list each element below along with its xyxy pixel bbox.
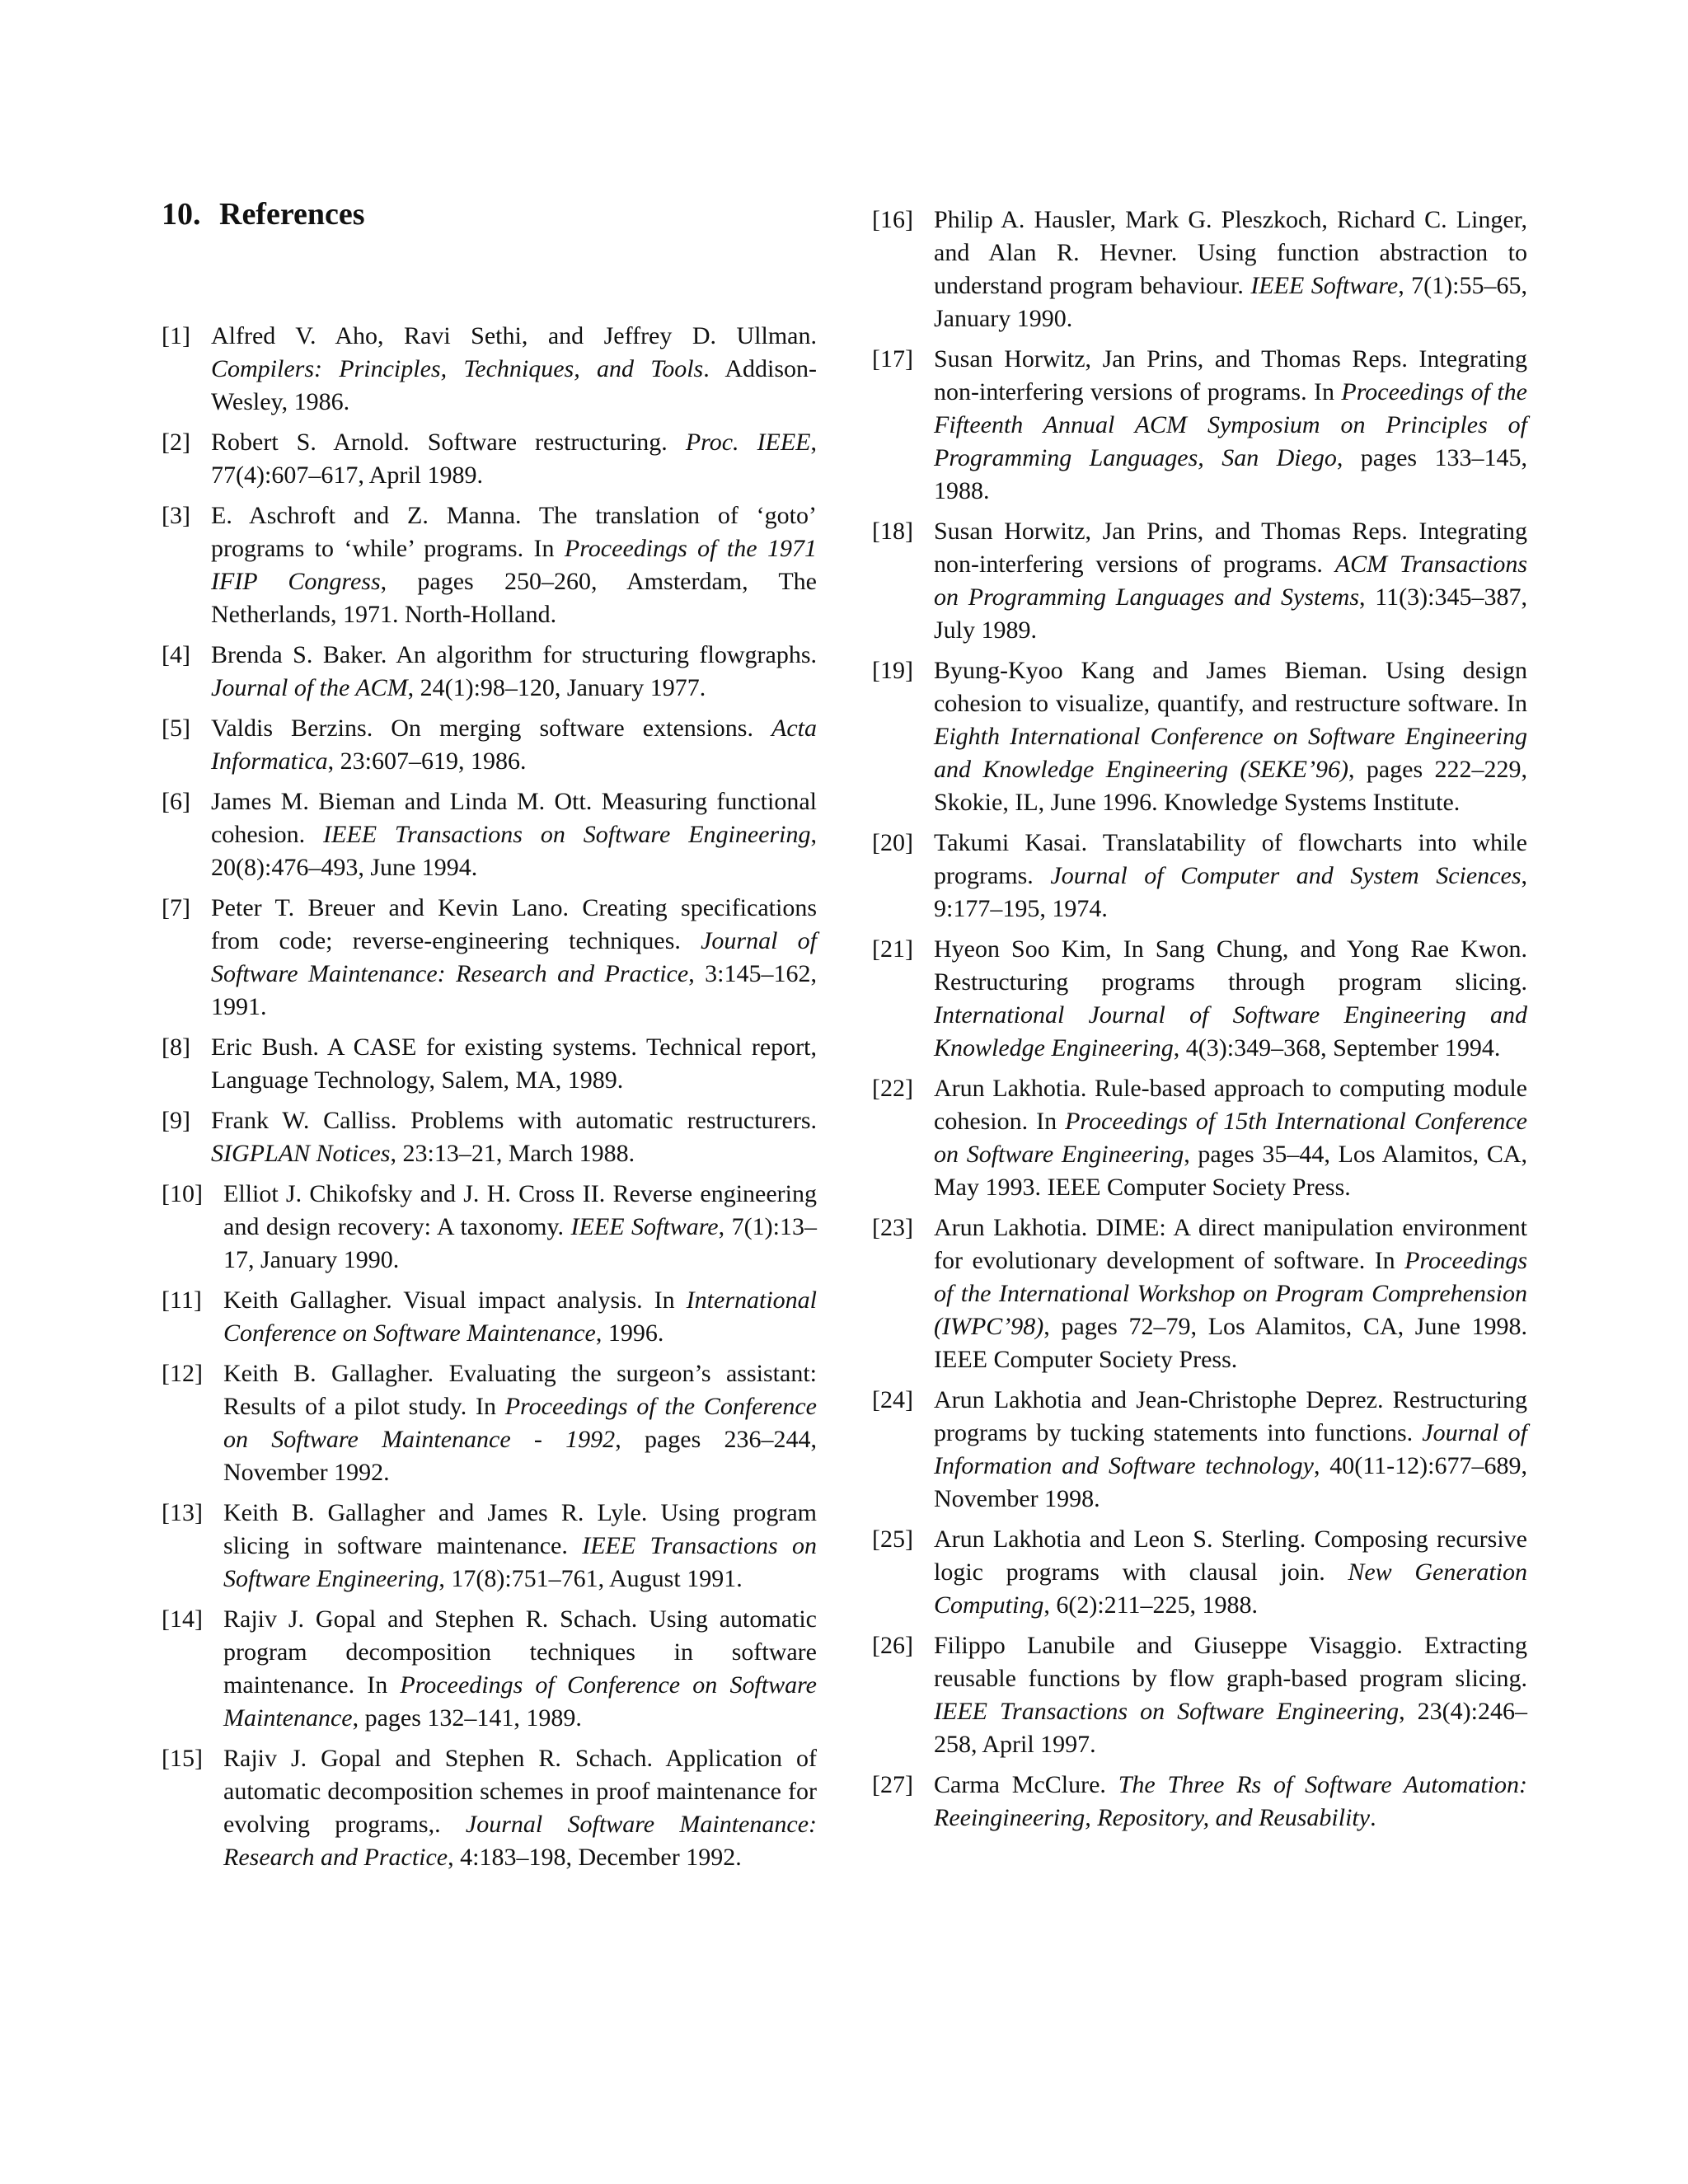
reference-label: [7]	[162, 894, 190, 921]
reference-label: [20]	[872, 829, 913, 856]
reference-venue: IEEE Software	[570, 1213, 719, 1240]
reference-text: , 3:145–162, 1991.	[211, 960, 817, 1020]
reference-text: Rajiv J. Gopal and Stephen R. Schach. Application of automatic decomposition schemes in proof maintenance for evolving programs,.	[223, 1745, 817, 1838]
reference-text: , 7(1):55–65, January 1990.	[934, 272, 1527, 332]
reference-label: [13]	[162, 1499, 203, 1526]
reference-entry	[162, 1031, 817, 1097]
reference-text: Philip A. Hausler, Mark G. Pleszkoch, Richard C. Linger, and Alan R. Hevner. Using function abstraction to understand program behaviour.	[934, 206, 1527, 299]
reference-text: , pages 250–260, Amsterdam, The Netherlands, 1971. North-Holland.	[211, 568, 818, 628]
reference-text: Peter T. Breuer and Kevin Lano. Creating specifications from code; reverse-engineering techniques.	[211, 894, 817, 954]
reference-label: [21]	[872, 935, 913, 963]
reference-label: [12]	[162, 1360, 203, 1387]
reference-entry	[162, 1497, 817, 1596]
reference-text: , 1996.	[595, 1319, 664, 1347]
reference-text: , 11(3):345–387, July 1989.	[934, 583, 1527, 644]
reference-label: [18]	[872, 518, 913, 545]
reference-text: Susan Horwitz, Jan Prins, and Thomas Reps. Integrating non-interfering versions of programs.	[934, 518, 1527, 578]
reference-entry	[162, 320, 817, 419]
reference-label: [14]	[162, 1605, 203, 1633]
reference-entry	[872, 827, 1527, 926]
reference-venue: Journal of the ACM	[211, 674, 408, 701]
reference-label: [2]	[162, 429, 190, 456]
reference-venue: Proceedings of Conference on Software Maintenance	[223, 1671, 818, 1732]
reference-venue: New Generation Computing	[934, 1558, 1527, 1619]
reference-label: [6]	[162, 788, 190, 815]
reference-venue: IEEE Transactions on Software Engineering	[323, 821, 811, 848]
reference-entry	[872, 1523, 1527, 1622]
reference-text: Carma McClure.	[934, 1771, 1118, 1798]
reference-venue: IEEE Software	[1250, 272, 1399, 299]
reference-entry	[162, 426, 817, 492]
references-column-right	[872, 204, 1527, 1842]
reference-entry	[872, 1072, 1527, 1204]
reference-entry	[162, 1178, 817, 1277]
reference-venue: Journal of Information and Software technology	[934, 1419, 1527, 1479]
reference-text: , pages 72–79, Los Alamitos, CA, June 1998. IEEE Computer Society Press.	[934, 1313, 1527, 1373]
reference-text: Frank W. Calliss. Problems with automatic restructurers.	[211, 1107, 817, 1134]
reference-label: [8]	[162, 1033, 190, 1061]
reference-venue: Journal of Software Maintenance: Research and Practice	[211, 927, 817, 987]
reference-venue: SIGPLAN Notices	[211, 1140, 391, 1167]
reference-entry	[872, 933, 1527, 1065]
reference-label: [26]	[872, 1632, 913, 1659]
reference-text: , 40(11-12):677–689, November 1998.	[934, 1452, 1527, 1512]
reference-text: Eric Bush. A CASE for existing systems. Technical report, Language Technology, Salem, MA, 1989.	[211, 1033, 817, 1094]
reference-label: [11]	[162, 1286, 202, 1314]
reference-text: , 4(3):349–368, September 1994.	[1173, 1034, 1501, 1062]
reference-entry	[872, 204, 1527, 335]
reference-text: , 4:183–198, December 1992.	[448, 1844, 742, 1871]
reference-entry	[872, 1384, 1527, 1516]
reference-venue: ACM Transactions on Programming Languages and Systems	[934, 551, 1527, 611]
reference-text: Keith B. Gallagher and James R. Lyle. Using program slicing in software maintenance.	[223, 1499, 817, 1559]
reference-text: Arun Lakhotia and Jean-Christophe Deprez. Restructuring programs by tucking statements into functions.	[934, 1386, 1527, 1446]
reference-text: , pages 222–229, Skokie, IL, June 1996. Knowledge Systems Institute.	[934, 756, 1527, 816]
reference-entry	[872, 515, 1527, 647]
reference-label: [5]	[162, 715, 190, 742]
reference-text: Alfred V. Aho, Ravi Sethi, and Jeffrey D. Ullman.	[211, 322, 817, 349]
reference-venue: International Journal of Software Engineering and Knowledge Engineering	[934, 1001, 1527, 1062]
reference-venue: IEEE Transactions on Software Engineering	[223, 1532, 817, 1592]
reference-text: Brenda S. Baker. An algorithm for structuring flowgraphs.	[211, 641, 817, 668]
reference-entry	[162, 1104, 817, 1170]
references-column-left	[162, 320, 817, 1882]
reference-entry	[162, 712, 817, 778]
reference-venue: Acta Informatica	[211, 715, 817, 775]
reference-entry	[872, 343, 1527, 508]
reference-text: Susan Horwitz, Jan Prins, and Thomas Reps. Integrating non-interfering versions of programs. In	[934, 345, 1527, 405]
reference-text: Robert S. Arnold. Software restructuring.	[211, 429, 686, 456]
reference-entry	[162, 1603, 817, 1735]
reference-venue: Proceedings of the Fifteenth Annual ACM Symposium on Principles of Programming Languages, San Diego	[934, 378, 1528, 471]
reference-text: , 9:177–195, 1974.	[934, 862, 1527, 922]
reference-venue: International Conference on Software Maintenance	[223, 1286, 817, 1347]
reference-entry	[162, 785, 817, 884]
reference-text: Arun Lakhotia. DIME: A direct manipulation environment for evolutionary development of software. In	[934, 1214, 1527, 1274]
section-heading	[162, 191, 365, 237]
reference-entry	[162, 1742, 817, 1874]
reference-venue: Proc. IEEE	[685, 429, 811, 456]
reference-text: Keith B. Gallagher. Evaluating the surgeon’s assistant: Results of a pilot study. In	[223, 1360, 817, 1420]
reference-text: , 7(1):13–17, January 1990.	[223, 1213, 817, 1273]
reference-text: , 23:607–619, 1986.	[327, 748, 527, 775]
reference-label: [22]	[872, 1075, 913, 1102]
reference-text: , pages 133–145, 1988.	[934, 444, 1527, 504]
reference-text: Valdis Berzins. On merging software extensions.	[211, 715, 772, 742]
reference-label: [16]	[872, 206, 913, 233]
reference-label: [15]	[162, 1745, 203, 1772]
reference-venue: Proceedings of the Conference on Software Maintenance - 1992	[223, 1393, 817, 1453]
reference-entry	[162, 499, 817, 631]
reference-entry	[162, 1357, 817, 1489]
reference-venue: Eighth International Conference on Software Engineering and Knowledge Engineering (SEKE’96)	[934, 723, 1527, 783]
reference-venue: IEEE Transactions on Software Engineering	[934, 1698, 1400, 1725]
reference-text: , pages 132–141, 1989.	[352, 1704, 582, 1732]
reference-text: , 23:13–21, March 1988.	[390, 1140, 635, 1167]
reference-text: , pages 236–244, November 1992.	[223, 1426, 818, 1486]
reference-label: [19]	[872, 657, 913, 684]
reference-entry	[872, 1769, 1527, 1835]
reference-venue: Proceedings of the International Workshop on Program Comprehension (IWPC’98)	[934, 1247, 1527, 1340]
reference-venue: Proceedings of 15th International Conference on Software Engineering	[934, 1108, 1527, 1168]
reference-text: , 6(2):211–225, 1988.	[1043, 1591, 1259, 1619]
reference-label: [3]	[162, 502, 190, 529]
reference-label: [27]	[872, 1771, 913, 1798]
reference-text: Byung-Kyoo Kang and James Bieman. Using design cohesion to visualize, quantify, and restructure software. In	[934, 657, 1527, 717]
reference-text: , 24(1):98–120, January 1977.	[407, 674, 706, 701]
reference-label: [25]	[872, 1526, 913, 1553]
reference-text: James M. Bieman and Linda M. Ott. Measuring functional cohesion.	[211, 788, 817, 848]
reference-entry	[872, 1629, 1527, 1761]
reference-entry	[872, 654, 1527, 819]
reference-text: . Addison-Wesley, 1986.	[211, 355, 817, 415]
reference-venue: Journal of Computer and System Sciences	[1050, 862, 1522, 889]
reference-text: , pages 35–44, Los Alamitos, CA, May 1993. IEEE Computer Society Press.	[934, 1141, 1527, 1201]
reference-label: [9]	[162, 1107, 190, 1134]
reference-entry	[162, 639, 817, 705]
reference-text: , 77(4):607–617, April 1989.	[211, 429, 817, 489]
reference-label: [10]	[162, 1180, 203, 1207]
reference-label: [4]	[162, 641, 190, 668]
reference-text: Keith Gallagher. Visual impact analysis. In	[223, 1286, 687, 1314]
reference-text: .	[1370, 1804, 1376, 1831]
reference-entry	[872, 1212, 1527, 1376]
reference-text: E. Aschroft and Z. Manna. The translation of ‘goto’ programs to ‘while’ programs. In	[211, 502, 817, 562]
reference-text: Takumi Kasai. Translatability of flowcharts into while programs.	[934, 829, 1527, 889]
reference-label: [1]	[162, 322, 190, 349]
reference-text: Arun Lakhotia. Rule-based approach to computing module cohesion. In	[934, 1075, 1527, 1135]
reference-label: [24]	[872, 1386, 913, 1413]
reference-text: Arun Lakhotia and Leon S. Sterling. Composing recursive logic programs with clausal join.	[934, 1526, 1527, 1586]
section-title: References	[219, 197, 365, 232]
reference-entry	[162, 892, 817, 1024]
reference-text: Rajiv J. Gopal and Stephen R. Schach. Using automatic program decomposition techniques in software maintenance. In	[223, 1605, 817, 1699]
reference-text: , 17(8):751–761, August 1991.	[438, 1565, 743, 1592]
reference-label: [17]	[872, 345, 913, 373]
reference-text: Hyeon Soo Kim, In Sang Chung, and Yong Rae Kwon. Restructuring programs through program slicing.	[934, 935, 1527, 996]
reference-text: Filippo Lanubile and Giuseppe Visaggio. Extracting reusable functions by flow graph-based program slicing.	[934, 1632, 1527, 1692]
reference-label: [23]	[872, 1214, 913, 1241]
reference-text: Elliot J. Chikofsky and J. H. Cross II. Reverse engineering and design recovery: A taxonomy.	[223, 1180, 817, 1240]
reference-venue: Proceedings of the 1971 IFIP Congress	[211, 535, 817, 595]
reference-venue: Journal Software Maintenance: Research and Practice	[223, 1811, 817, 1871]
reference-venue: The Three Rs of Software Automation: Reeingineering, Repository, and Reusability	[934, 1771, 1527, 1831]
reference-venue: Compilers: Principles, Techniques, and Tools	[211, 355, 704, 382]
reference-text: , 20(8):476–493, June 1994.	[211, 821, 817, 881]
section-number: 10.	[162, 197, 201, 232]
reference-entry	[162, 1284, 817, 1350]
reference-text: , 23(4):246–258, April 1997.	[934, 1698, 1527, 1758]
